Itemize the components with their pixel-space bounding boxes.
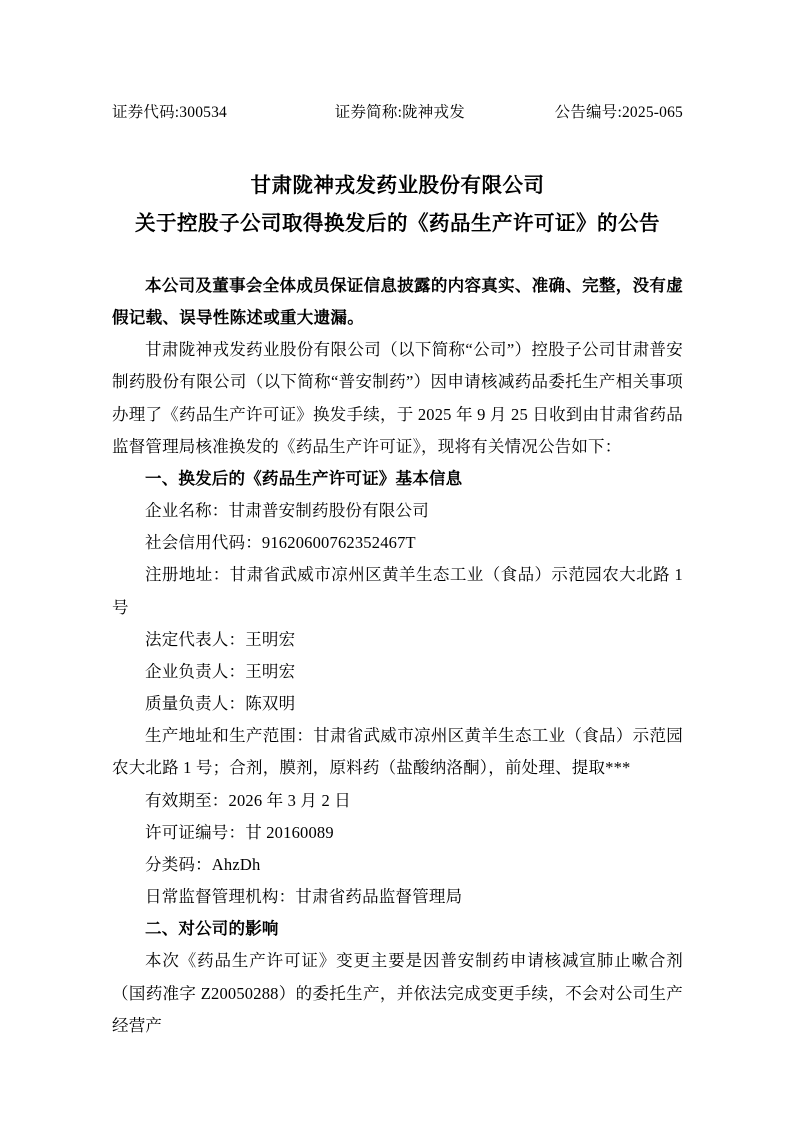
title-line-subject: 关于控股子公司取得换发后的《药品生产许可证》的公告	[135, 212, 660, 235]
section-two-heading: 二、对公司的影响	[145, 919, 279, 939]
section-two-paragraph: 本次《药品生产许可证》变更主要是因普安制药申请核减宣肺止嗽合剂（国药准字 Z20050288）的委托生产，并依法完成变更手续，不会对公司生产经营产	[112, 951, 683, 1035]
security-short-name: 证券简称:陇神戎发	[334, 104, 465, 121]
info-line-production-address-scope: 生产地址和生产范围：甘肃省武威市凉州区黄羊生态工业（食品）示范园农大北路 1 号；合剂，膜剂，原料药（盐酸纳洛酮），前处理、提取***	[112, 726, 683, 778]
security-code: 证券代码:300534	[112, 104, 228, 121]
document-header	[112, 100, 683, 122]
info-line-quality-head: 质量负责人：陈双明	[145, 694, 296, 714]
info-line-legal-representative: 法定代表人：王明宏	[145, 629, 296, 649]
info-line-credit-code: 社会信用代码：91620600762352467T	[145, 533, 416, 553]
info-line-company-name: 企业名称：甘肃普安制药股份有限公司	[145, 501, 429, 521]
section-one-heading: 一、换发后的《药品生产许可证》基本信息	[145, 468, 463, 488]
info-line-valid-until: 有效期至：2026 年 3 月 2 日	[145, 790, 351, 810]
intro-paragraph: 甘肃陇神戎发药业股份有限公司（以下简称“公司”）控股子公司甘肃普安制药股份有限公司（以下简称“普安制药”）因申请核减药品委托生产相关事项办理了《药品生产许可证》换发手续，于 2025 年 9 月 25 日收到由甘肃省药品监督管理局核准换发的《药品生产许可证》，现将有关情况公告如下：	[112, 340, 683, 456]
info-line-supervision-authority: 日常监督管理机构：甘肃省药品监督管理局	[145, 887, 463, 907]
info-line-registered-address: 注册地址：甘肃省武威市凉州区黄羊生态工业（食品）示范园农大北路 1 号	[112, 565, 683, 617]
info-line-license-number: 许可证编号：甘 20160089	[145, 822, 334, 842]
title-line-company: 甘肃陇神戎发药业股份有限公司	[250, 175, 545, 197]
announcement-number: 公告编号:2025-065	[554, 104, 683, 121]
info-line-classification-code: 分类码：AhzDh	[145, 854, 261, 874]
page-title	[112, 168, 683, 244]
info-line-enterprise-head: 企业负责人：王明宏	[145, 661, 296, 681]
disclosure-statement: 本公司及董事会全体成员保证信息披露的内容真实、准确、完整，没有虚假记载、误导性陈述或重大遗漏。	[112, 275, 683, 328]
